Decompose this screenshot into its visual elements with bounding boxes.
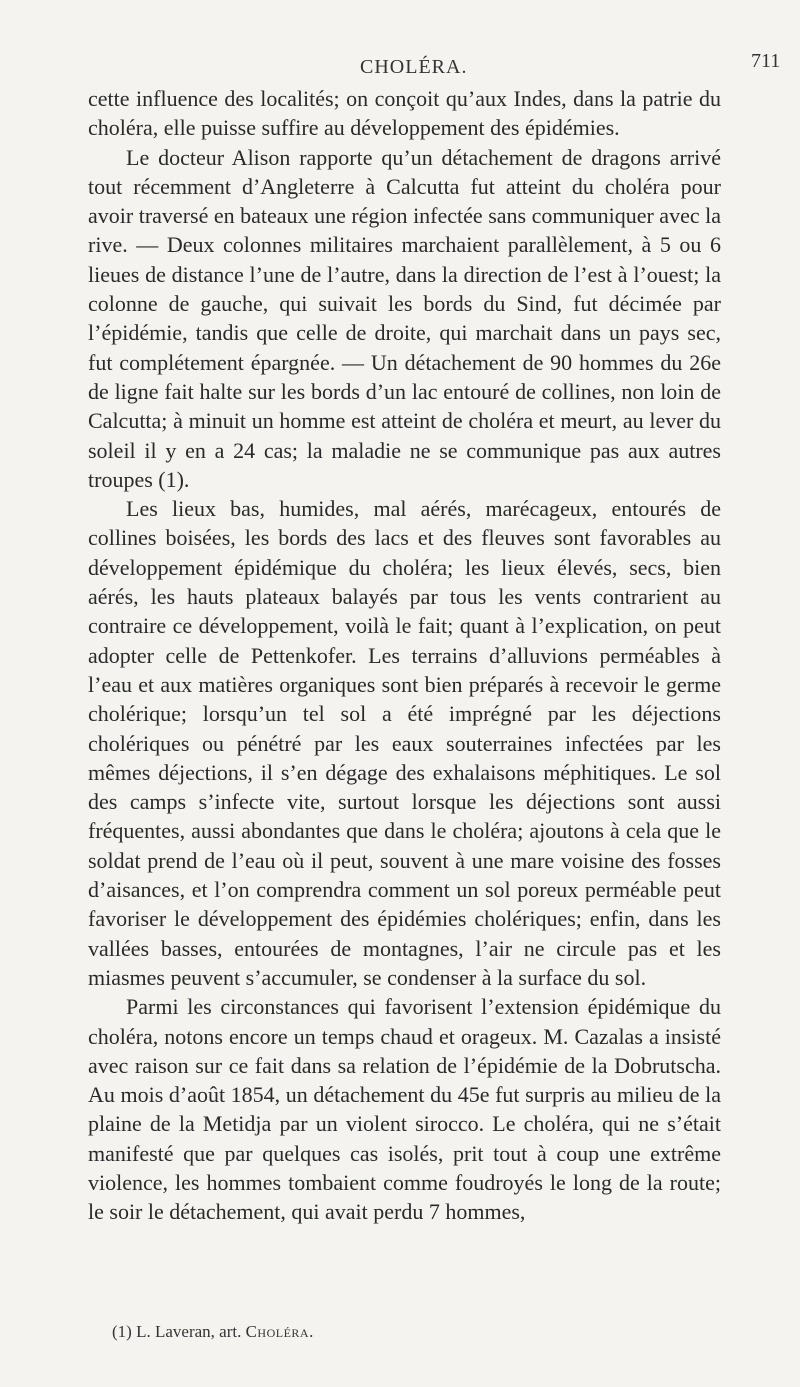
footnote-marker: (1) (112, 1322, 132, 1341)
body-text (88, 84, 721, 1227)
footnote (112, 1322, 314, 1342)
paragraph-1: cette influence des localités; on conçoit qu’aux Indes, dans la patrie du choléra, elle puisse suffire au développement des épidémies. (88, 86, 721, 141)
paragraph-2: Le docteur Alison rapporte qu’un détachement de dragons arrivé tout récemment d’Angleterre à Calcutta fut atteint du choléra pour avoir traversé en bateaux une région infectée sans communiquer avec la rive. — Deux colonnes militaires marchaient parallèlement, à 5 ou 6 lieues de distance l’une de l’autre, dans la direction de l’est à l’ouest; la colonne de gauche, qui suivait les bords du Sind, fut décimée par l’épidémie, tandis que celle de droite, qui marchait dans un pays sec, fut complétement épargnée. — Un détachement de 90 hommes du 26e de ligne fait halte sur les bords d’un lac entouré de collines, non loin de Calcutta; à minuit un homme est atteint de choléra et meurt, au lever du soleil il y en a 24 cas; la maladie ne se communique pas aux autres troupes (1). (88, 144, 721, 492)
paragraph-4: Parmi les circonstances qui favorisent l’extension épidémique du choléra, notons encore un temps chaud et orageux. M. Cazalas a insisté avec raison sur ce fait dans sa relation de l’épidémie de la Dobrutscha. Au mois d’août 1854, un détachement du 45e fut surpris au milieu de la plaine de la Metidja par un violent sirocco. Le choléra, qui ne s’était manifesté que par quelques cas isolés, prit tout à coup une extrême violence, les hommes tombaient comme foudroyés le long de la route; le soir le détachement, qui avait perdu 7 hommes, (88, 994, 721, 1225)
footnote-author: L. Laveran, art. (136, 1322, 242, 1341)
page-number: 711 (751, 50, 781, 72)
footnote-title: Choléra. (245, 1322, 314, 1341)
running-head: CHOLÉRA. (360, 56, 468, 78)
paragraph-3: Les lieux bas, humides, mal aérés, marécageux, entourés de collines boisées, les bords des lacs et des fleuves sont favorables au développement épidémique du choléra; les lieux élevés, secs, bien aérés, les hauts plateaux balayés par tous les vents contrarient au contraire ce développement, voilà le fait; quant à l’explication, on peut adopter celle de Pettenkofer. Les terrains d’alluvions perméables à l’eau et aux matières organiques sont bien préparés à recevoir le germe cholérique; lorsqu’un tel sol a été imprégné par les déjections cholériques ou pénétré par les eaux souterraines infectées par les mêmes déjections, il s’en dégage des exhalaisons méphitiques. Le sol des camps s’infecte vite, surtout lorsque les déjections sont aussi fréquentes, aussi abondantes que dans le choléra; ajoutons à cela que le soldat prend de l’eau où il peut, souvent à une mare voisine des fosses d’aisances, et l’on comprendra comment un sol poreux perméable peut favoriser le développement des épidémies cholériques; enfin, dans les vallées basses, entourées de montagnes, l’air ne circule pas et les miasmes peuvent s’accumuler, se condenser à la surface du sol. (88, 496, 721, 990)
